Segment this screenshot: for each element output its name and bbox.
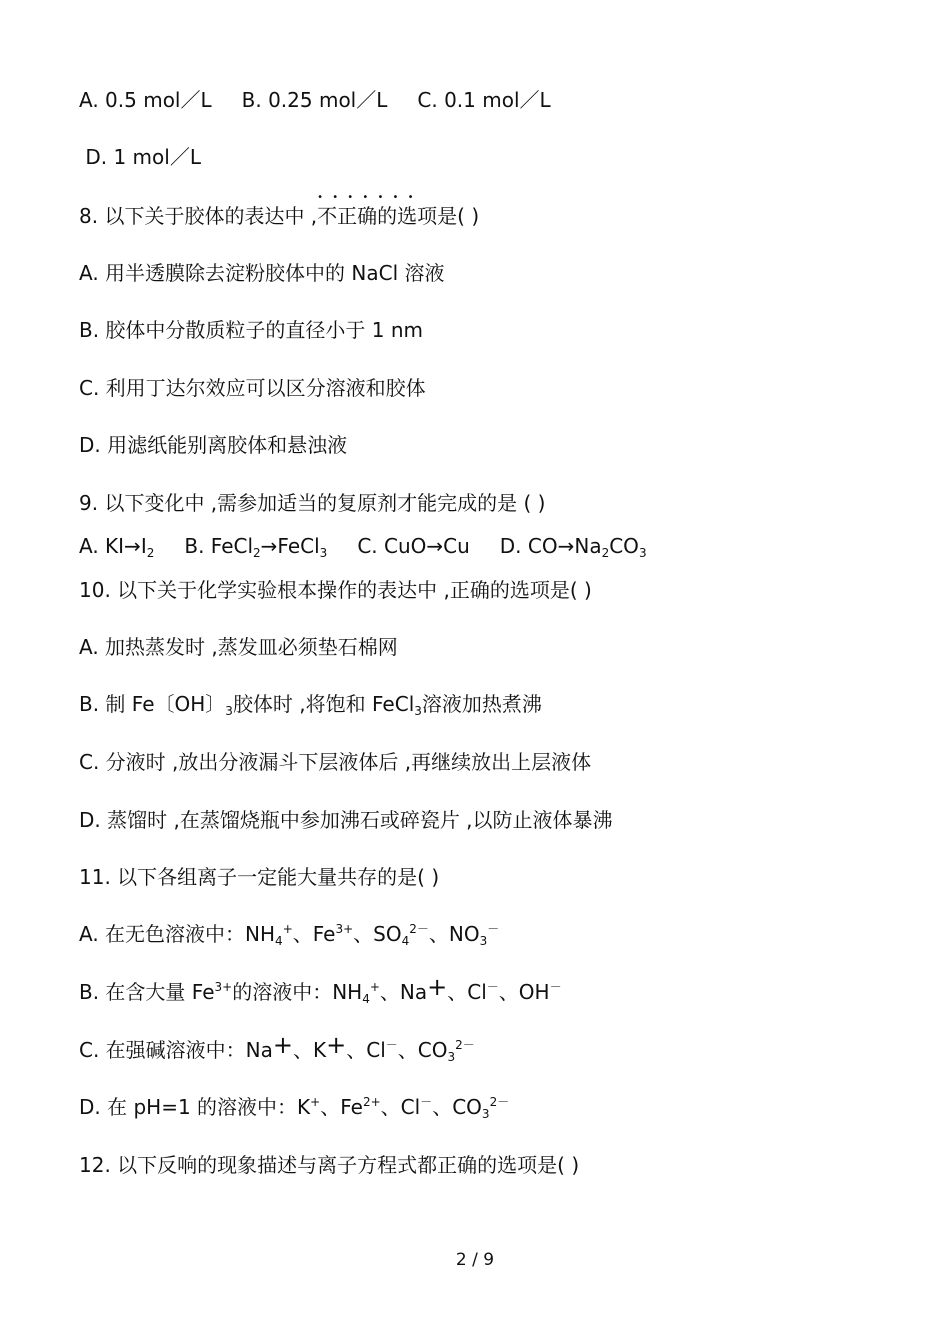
q11-option-b: B. 在含大量 $Fe^{3+}$的溶液中：$NH_4^+$、Na+、Cl－、OH－	[79, 973, 562, 1006]
q8-emphasis: • • • 不正确的选项是	[317, 204, 457, 228]
q7-option-d: D. 1 mol／L	[79, 145, 201, 169]
q8-option-b: B. 胶体中分散质粒子的直径小于 1 nm	[79, 318, 424, 342]
q12-stem: 12. 以下反响的现象描述与离子方程式都正确的选项是( )	[79, 1153, 580, 1177]
q11-option-a: A. 在无色溶液中：$NH_4^+$、$Fe^{3+}$、$SO_4^{2-}$、$NO_3^-$	[79, 922, 500, 948]
q8-option-d: D. 用滤纸能别离胶体和悬浊液	[79, 433, 348, 457]
q10-stem: 10. 以下关于化学实验根本操作的表达中 ,正确的选项是( )	[79, 578, 592, 602]
q11-stem: 11. 以下各组离子一定能大量共存的是( )	[79, 865, 440, 889]
q7-option-b: B. 0.25 mol／L	[241, 88, 388, 112]
q7-options-row	[79, 88, 551, 112]
q10-option-d: D. 蒸馏时 ,在蒸馏烧瓶中参加沸石或碎瓷片 ,以防止液体暴沸	[79, 808, 613, 832]
q11-option-d: D. 在 pH=1 的溶液中：K+、$Fe^{2+}$、Cl－、$CO_3^{2-}$	[79, 1095, 510, 1121]
q9-option-b: B. FeCl$_2$→FeCl$_3$	[184, 534, 328, 560]
q9-stem: 9. 以下变化中 ,需参加适当的复原剂才能完成的是 ( )	[79, 491, 546, 515]
q9-option-d: D. $CO\to Na_2CO_3$	[499, 534, 647, 560]
q11-option-c: C. 在强碱溶液中：Na+、K+、Cl－、$CO_3^{2-}$	[79, 1031, 475, 1064]
q9-option-c: C. CuO→Cu	[357, 534, 470, 558]
q10-option-a: A. 加热蒸发时 ,蒸发皿必须垫石棉网	[79, 635, 398, 659]
q7-option-c: C. 0.1 mol／L	[417, 88, 551, 112]
q8-option-c: C. 利用丁达尔效应可以区分溶液和胶体	[79, 376, 426, 400]
q8-stem-pre: 8. 以下关于胶体的表达中 ,	[79, 204, 318, 228]
q10-option-c: C. 分液时 ,放出分液漏斗下层液体后 ,再继续放出上层液体	[79, 750, 592, 774]
q8-option-a: A. 用半透膜除去淀粉胶体中的 NaCl 溶液	[79, 261, 445, 285]
q8-stem	[79, 204, 479, 228]
q9-option-a: A. $KI\to I_2$	[79, 534, 155, 560]
page-number: 2 / 9	[455, 1250, 495, 1270]
q7-option-a: A. 0.5 mol／L	[79, 88, 212, 112]
q8-stem-post: ( )	[457, 204, 480, 228]
q10-option-b: B. 制 Fe〔OH〕$_3$胶体时 ,将饱和 FeCl$_3$溶液加热煮沸	[79, 692, 542, 718]
q9-options-row	[79, 534, 647, 558]
